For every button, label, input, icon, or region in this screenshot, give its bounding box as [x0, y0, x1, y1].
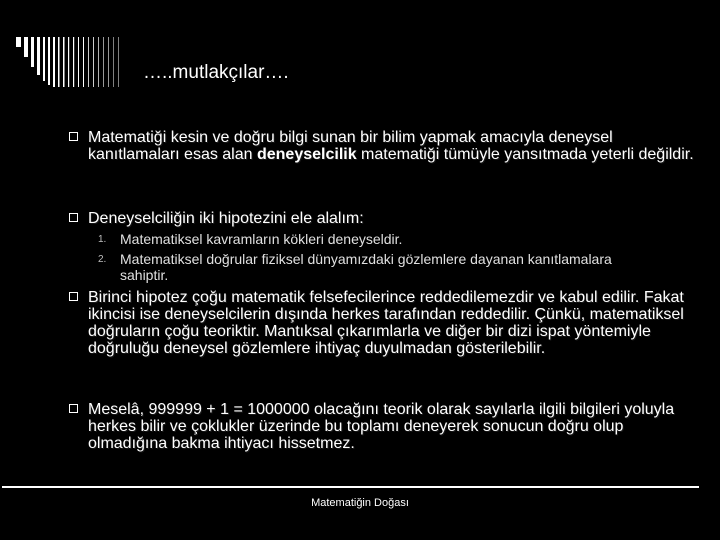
numbered-item [98, 231, 700, 247]
bullet-item [88, 401, 698, 452]
item-number: 2. [98, 254, 107, 265]
footer-text: Matematiğin Doğası [311, 497, 409, 509]
square-bullet-icon [69, 292, 78, 301]
bullet-text: Deneyselciliğin iki hipotezini ele alalım: [88, 210, 364, 227]
bullet-text: matematiği tümüyle yansıtmada yeterli değildir. [356, 146, 694, 163]
bullet-emphasis: deneyselcilik [256, 146, 357, 163]
bullet-item [88, 129, 698, 163]
item-number: 1. [98, 234, 107, 245]
footer-divider [2, 486, 699, 488]
square-bullet-icon [69, 132, 78, 141]
bullet-item [88, 289, 698, 357]
numbered-item [98, 251, 640, 283]
item-text: Matematiksel doğrular fiziksel dünyamızdaki gözlemlere dayanan kanıtlamalara sahiptir. [120, 251, 612, 283]
bullet-text: Birinci hipotez çoğu matematik felsefecilerince reddedilemezdir ve kabul edilir. Fakat ikincisi ise deneyselcilerin dışında herkes tarafından reddedilir. Çünkü, matematiksel doğruların çoğu teoriktir. Mantıksal çıkarımlarla ve diğer bir dizi ispat yöntemiyle doğruluğu deneysel gözlemlere ihtiyaç duyulmadan gösterilebilir. [88, 289, 684, 357]
slide-title: …..mutlakçılar…. [143, 62, 289, 83]
square-bullet-icon [69, 213, 78, 222]
item-text: Matematiksel kavramların kökleri deneyseldir. [120, 231, 403, 247]
bullet-text: Meselâ, 999999 + 1 = 1000000 olacağını teorik olarak sayılarla ilgili bilgileri yoluyla herkes bilir ve çoklukler üzerinde bu toplamı deneyerek sonucun doğru olup olmadığına bakma ihtiyacı hissetmez. [88, 401, 675, 452]
bullet-text: Matematiği kesin ve doğru bilgi sunan bir bilim yapmak amacıyla deneysel kanıtlamaları esas alan [88, 129, 613, 163]
square-bullet-icon [69, 404, 78, 413]
bullet-item [88, 210, 698, 227]
